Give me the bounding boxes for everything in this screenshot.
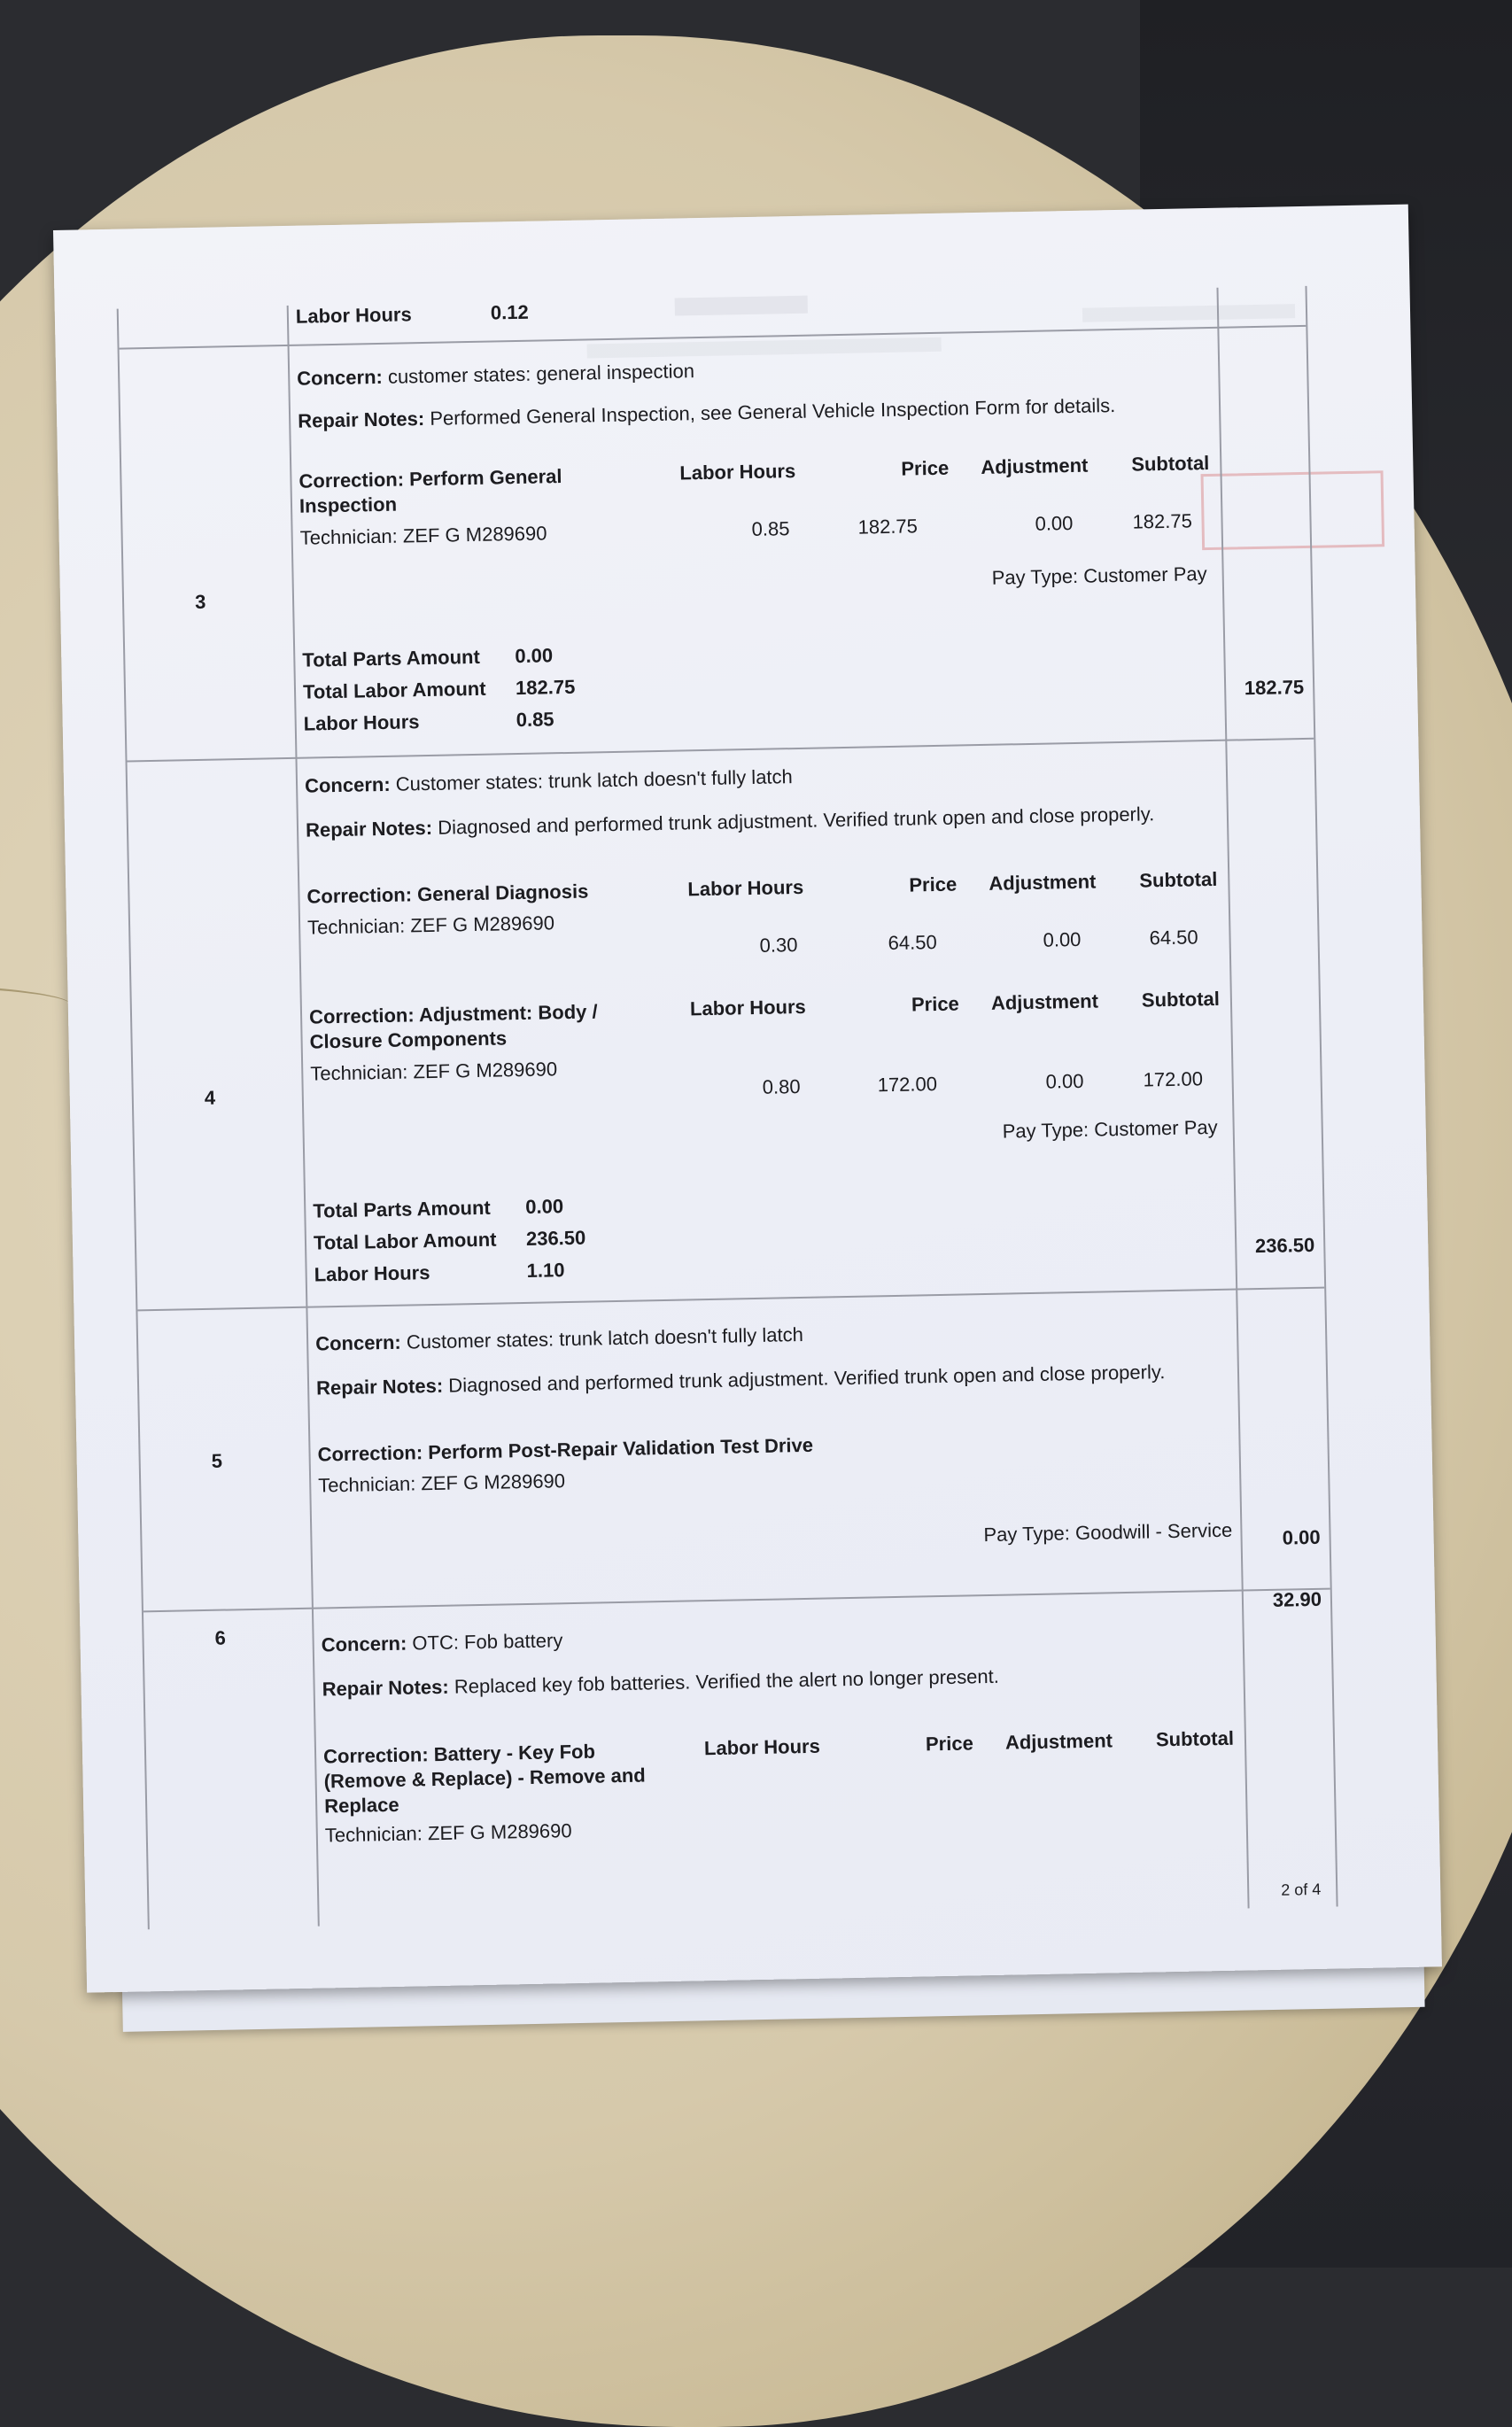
header-adjustment: Adjustment xyxy=(989,870,1097,895)
concern-text: Customer states: trunk latch doesn't fully latch xyxy=(395,765,793,795)
value-labor-hours: 0.80 xyxy=(762,1074,801,1098)
header-labor-hours: Labor Hours xyxy=(689,995,807,1020)
correction-title: Correction: Perform General Inspection xyxy=(299,465,562,517)
total-parts-label: Total Parts Amount xyxy=(302,645,481,671)
total-parts-value: 0.00 xyxy=(525,1195,564,1218)
value-adjustment: 0.00 xyxy=(1043,927,1082,951)
row-total: 32.90 xyxy=(1272,1587,1322,1611)
pay-type: Pay Type: Customer Pay xyxy=(991,562,1207,589)
total-labor-label: Total Labor Amount xyxy=(302,677,486,703)
correction-title: Correction: Battery - Key Fob (Remove & Replace) - Remove and Replace xyxy=(322,1740,646,1818)
repair-notes-label: Repair Notes: xyxy=(322,1675,449,1701)
correction-title: Correction: General Diagnosis xyxy=(306,880,589,908)
labor-hours-label: Labor Hours xyxy=(295,303,412,328)
repair-notes-label: Repair Notes: xyxy=(315,1374,444,1400)
pay-type: Pay Type: Goodwill - Service xyxy=(983,1518,1233,1547)
header-subtotal: Subtotal xyxy=(1141,987,1221,1012)
concern-text: Customer states: trunk latch doesn't fully latch xyxy=(406,1322,804,1353)
repair-notes-label: Repair Notes: xyxy=(297,407,425,432)
value-subtotal: 182.75 xyxy=(1132,509,1193,533)
row-total: 182.75 xyxy=(1244,675,1305,700)
value-labor-hours: 0.85 xyxy=(751,517,790,540)
header-price: Price xyxy=(901,456,950,480)
total-parts-value: 0.00 xyxy=(515,644,554,668)
value-subtotal: 64.50 xyxy=(1149,926,1198,950)
value-price: 182.75 xyxy=(857,515,919,539)
header-price: Price xyxy=(909,872,958,896)
concern-text: customer states: general inspection xyxy=(387,360,695,388)
technician: Technician: ZEF G M289690 xyxy=(310,1058,558,1085)
header-labor-hours: Labor Hours xyxy=(687,875,804,901)
repair-notes-text: Performed General Inspection, see General Vehicle Inspection Form for details. xyxy=(430,394,1116,430)
header-labor-hours: Labor Hours xyxy=(703,1734,821,1760)
concern-label: Concern: xyxy=(321,1632,407,1656)
header-adjustment: Adjustment xyxy=(1004,1729,1113,1754)
total-labor-label: Total Labor Amount xyxy=(313,1228,497,1254)
total-labor-value: 236.50 xyxy=(525,1226,586,1250)
repair-notes-text: Replaced key fob batteries. Verified the alert no longer present. xyxy=(454,1664,1000,1698)
total-labor-value: 182.75 xyxy=(515,675,576,700)
repair-notes-text: Diagnosed and performed trunk adjustment. Verified trunk open and close properly. xyxy=(437,803,1155,839)
row-number: 5 xyxy=(211,1449,223,1472)
concern-label: Concern: xyxy=(304,772,391,797)
value-price: 172.00 xyxy=(877,1073,938,1097)
technician: Technician: ZEF G M289690 xyxy=(324,1819,572,1847)
row-divider xyxy=(120,325,1307,350)
row-number: 4 xyxy=(204,1086,216,1109)
header-price: Price xyxy=(911,992,960,1016)
header-subtotal: Subtotal xyxy=(1139,867,1218,892)
hours-label: Labor Hours xyxy=(303,710,420,735)
correction-title: Correction: Adjustment: Body / Closure Components xyxy=(308,1000,598,1053)
value-price: 64.50 xyxy=(888,930,937,955)
technician: Technician: ZEF G M289690 xyxy=(299,522,547,549)
row-total: 236.50 xyxy=(1254,1233,1315,1258)
row-divider xyxy=(143,1588,1330,1613)
column-divider xyxy=(1216,288,1249,1909)
value-subtotal: 172.00 xyxy=(1143,1067,1204,1091)
row-number: 3 xyxy=(194,590,206,614)
row-number: 6 xyxy=(214,1626,227,1649)
labor-hours-value: 0.12 xyxy=(490,300,529,324)
concern-label: Concern: xyxy=(314,1330,401,1355)
value-adjustment: 0.00 xyxy=(1045,1069,1084,1093)
technician: Technician: ZEF G M289690 xyxy=(318,1469,566,1497)
page-number: 2 of 4 xyxy=(1281,1880,1322,1899)
value-labor-hours: 0.30 xyxy=(759,934,798,957)
hours-value: 0.85 xyxy=(516,708,554,732)
repair-notes-text: Diagnosed and performed trunk adjustment. Verified trunk open and close properly. xyxy=(448,1361,1166,1397)
row-divider xyxy=(128,738,1314,763)
hours-label: Labor Hours xyxy=(314,1261,430,1286)
header-adjustment: Adjustment xyxy=(990,989,1099,1014)
technician: Technician: ZEF G M289690 xyxy=(306,911,555,939)
header-price: Price xyxy=(925,1732,974,1756)
pay-type: Pay Type: Customer Pay xyxy=(1002,1115,1218,1143)
repair-notes-label: Repair Notes: xyxy=(305,816,433,841)
row-total: 0.00 xyxy=(1282,1525,1321,1549)
header-adjustment: Adjustment xyxy=(981,454,1089,478)
concern-text: OTC: Fob battery xyxy=(412,1629,563,1655)
value-adjustment: 0.00 xyxy=(1035,511,1074,535)
services-table xyxy=(117,286,1338,1929)
correction-title: Correction: Perform Post-Repair Validation Test Drive xyxy=(317,1433,814,1466)
row-divider xyxy=(137,1287,1324,1312)
header-labor-hours: Labor Hours xyxy=(679,459,796,485)
total-parts-label: Total Parts Amount xyxy=(313,1196,491,1222)
concern-label: Concern: xyxy=(297,365,384,390)
header-subtotal: Subtotal xyxy=(1155,1726,1235,1751)
hours-value: 1.10 xyxy=(526,1259,565,1282)
invoice-page xyxy=(53,205,1442,1993)
header-subtotal: Subtotal xyxy=(1131,451,1210,476)
